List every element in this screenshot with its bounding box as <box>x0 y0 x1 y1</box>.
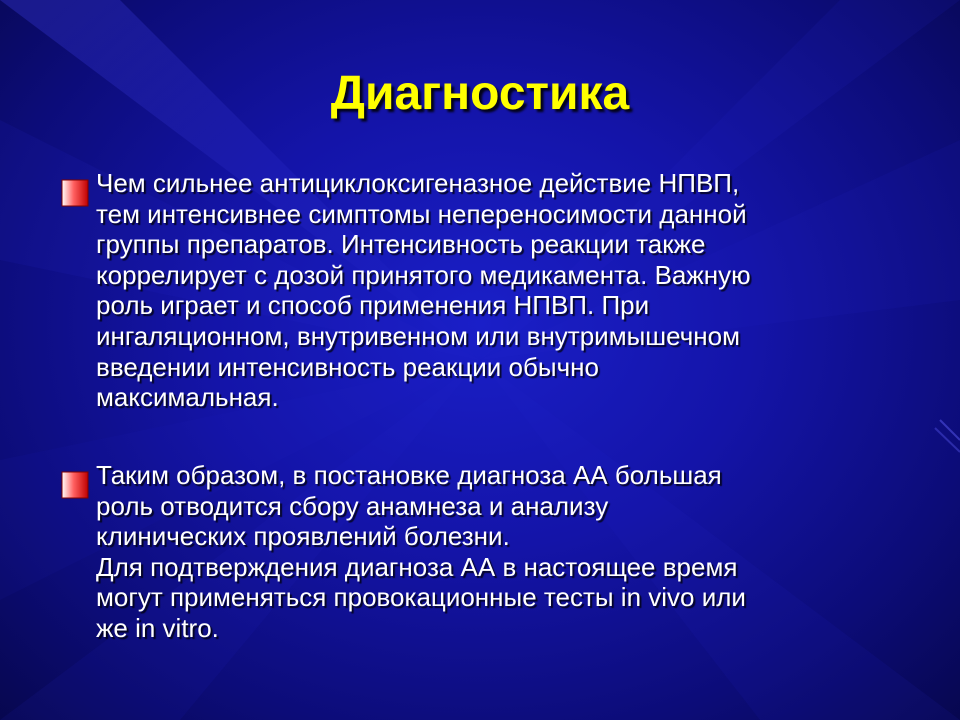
bullet-text <box>96 168 916 413</box>
slide-title: Диагностика <box>330 67 630 120</box>
text-line: тем интенсивнее симптомы непереносимости данной <box>96 198 747 229</box>
text-line: коррелирует с дозой принятого медикамента. Важную <box>96 259 751 290</box>
text-line: могут применяться провокационные тесты in vivo или <box>96 582 746 613</box>
text-line: Таким образом, в постановке диагноза АА большая <box>96 460 722 490</box>
text-line: Чем сильнее антициклоксигеназное действие НПВП, <box>96 168 740 198</box>
text-line: ингаляционном, внутривенном или внутримышечном <box>96 320 740 351</box>
text-line: клинических проявлений болезни. <box>96 521 510 552</box>
red-square-bullet-icon <box>60 470 90 500</box>
text-line: роль играет и способ применения НПВП. При <box>96 290 650 321</box>
text-line: группы препаратов. Интенсивность реакции также <box>96 229 706 260</box>
bullet-text <box>96 460 916 644</box>
text-line: Для подтверждения диагноза АА в настоящее время <box>96 551 738 582</box>
text-line: введении интенсивность реакции обычно <box>96 351 599 382</box>
text-line: роль отводится сбору анамнеза и анализу <box>96 490 609 521</box>
red-square-bullet-icon <box>60 178 90 208</box>
text-line: же in vitro. <box>96 612 219 643</box>
text-line: максимальная. <box>96 382 279 413</box>
